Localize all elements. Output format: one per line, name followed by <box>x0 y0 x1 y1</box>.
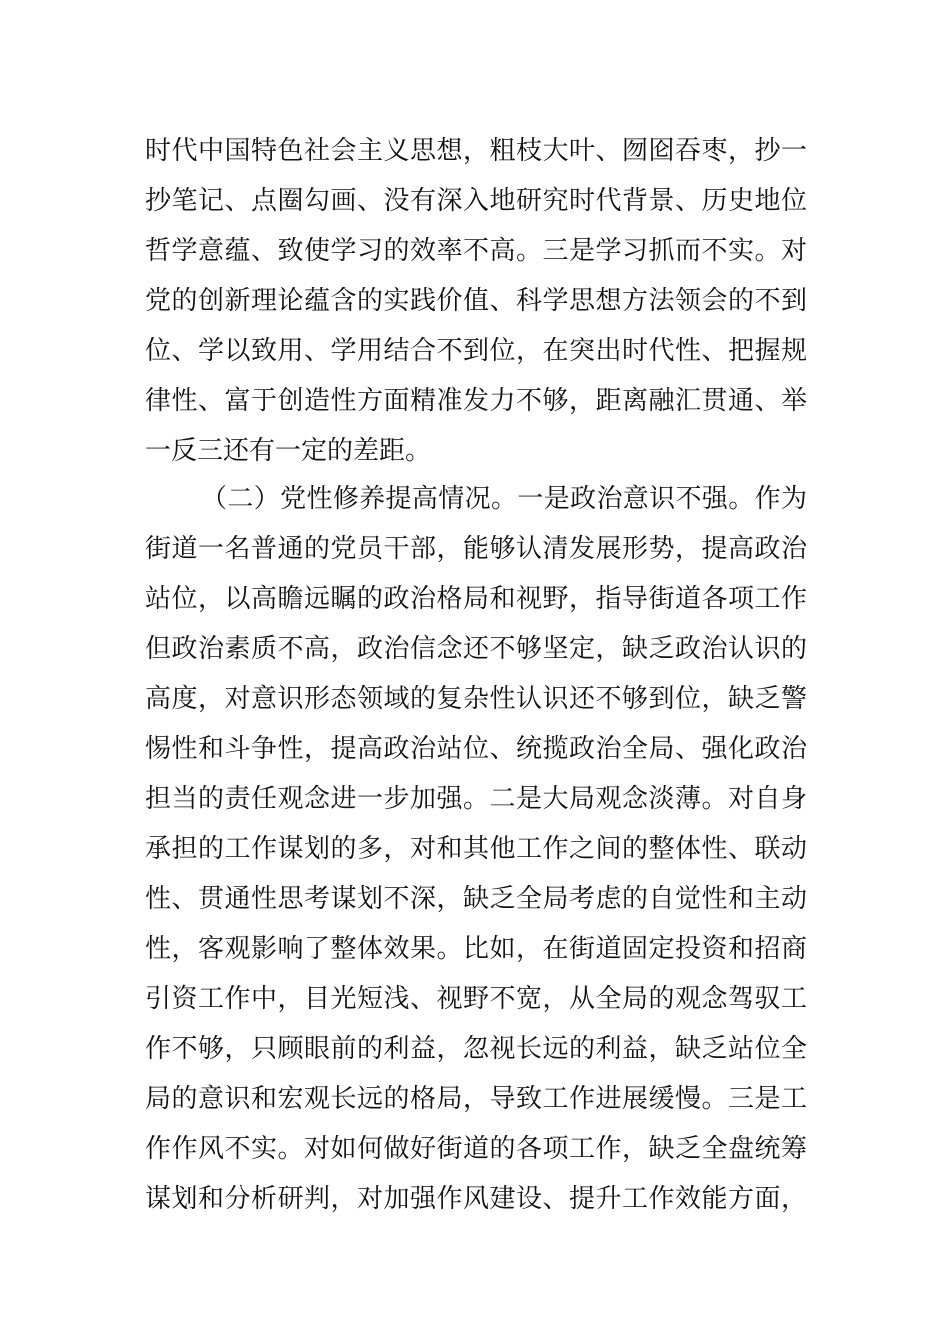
paragraph-line: 作不够，只顾眼前的利益，忽视长远的利益，缺乏站位全 <box>145 1034 807 1064</box>
paragraph-line: 哲学意蕴、致使学习的效率不高。三是学习抓而不实。对 <box>145 236 807 266</box>
paragraph-line: 高度，对意识形态领域的复杂性认识还不够到位，缺乏警 <box>145 684 807 714</box>
paragraph-line: 性、贯通性思考谋划不深，缺乏全局考虑的自觉性和主动 <box>145 884 807 914</box>
paragraph-line: 但政治素质不高，政治信念还不够坚定，缺乏政治认识的 <box>145 634 807 664</box>
paragraph-line: 作作风不实。对如何做好街道的各项工作，缺乏全盘统筹 <box>145 1134 807 1164</box>
paragraph-line: 惕性和斗争性，提高政治站位、统揽政治全局、强化政治 <box>145 734 807 764</box>
paragraph-line: 站位，以高瞻远瞩的政治格局和视野，指导街道各项工作 <box>145 584 807 614</box>
paragraph-line: 引资工作中，目光短浅、视野不宽，从全局的观念驾驭工 <box>145 984 807 1014</box>
paragraph-line: 抄笔记、点圈勾画、没有深入地研究时代背景、历史地位 <box>145 186 807 216</box>
paragraph-line: 一反三还有一定的差距。 <box>145 436 432 466</box>
paragraph-line: 时代中国特色社会主义思想，粗枝大叶、囫囵吞枣，抄一 <box>145 136 807 166</box>
paragraph-line: 局的意识和宏观长远的格局，导致工作进展缓慢。三是工 <box>145 1084 807 1114</box>
paragraph-line: 位、学以致用、学用结合不到位，在突出时代性、把握规 <box>145 336 807 366</box>
paragraph-heading-line: （二）党性修养提高情况。一是政治意识不强。作为 <box>201 484 807 514</box>
paragraph-line: 党的创新理论蕴含的实践价值、科学思想方法领会的不到 <box>145 286 807 316</box>
paragraph-line: 性，客观影响了整体效果。比如，在街道固定投资和招商 <box>145 934 807 964</box>
paragraph-line: 街道一名普通的党员干部，能够认清发展形势，提高政治 <box>145 534 807 564</box>
paragraph-2 <box>145 474 807 1224</box>
paragraph-1 <box>145 126 807 476</box>
paragraph-line: 律性、富于创造性方面精准发力不够，距离融汇贯通、举 <box>145 386 807 416</box>
paragraph-line: 担当的责任观念进一步加强。二是大局观念淡薄。对自身 <box>145 784 807 814</box>
paragraph-line: 谋划和分析研判，对加强作风建设、提升工作效能方面， <box>145 1184 807 1214</box>
paragraph-line: 承担的工作谋划的多，对和其他工作之间的整体性、联动 <box>145 834 807 864</box>
